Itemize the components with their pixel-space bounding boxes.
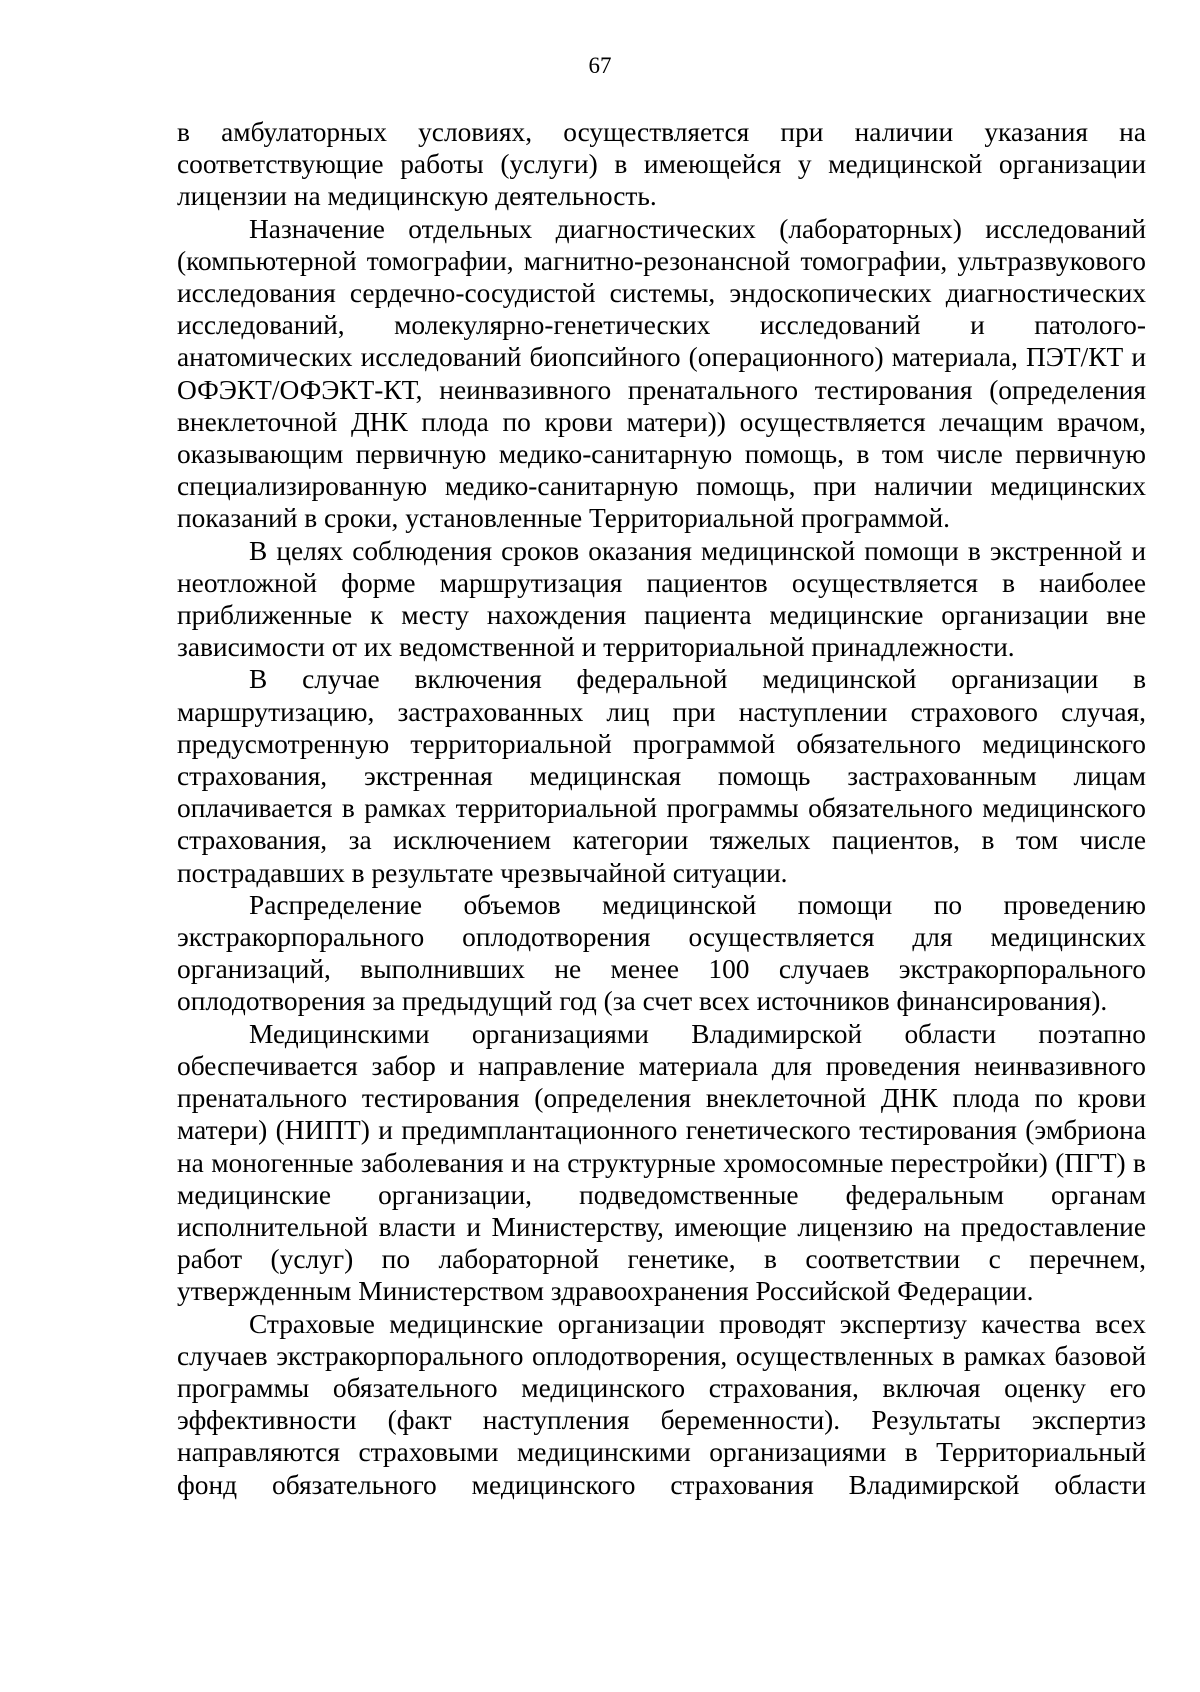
paragraph: Медицинскими организациями Владимирской области поэтапно обеспечивается забор и направление материала для проведения неинвазивного пренатального тестирования (определения внеклеточной ДНК плода по крови матери) (НИПТ) и предимплантационного генетического тестирования (эмбриона на моногенные заболевания и на структурные хромосомные перестройки) (ПГТ) в медицинские организации, подведомственные федеральным органам исполнительной власти и Министерству, имеющие лицензию на предоставление работ (услуг) по лабораторной генетике, в соответствии с перечнем, утвержденным Министерством здравоохранения Российской Федерации. [177, 1018, 1146, 1307]
paragraph: Назначение отдельных диагностических (лабораторных) исследований (компьютерной томографии, магнитно-резонансной томографии, ультразвукового исследования сердечно-сосудистой системы, эндоскопических диагностических исследований, молекулярно-генетических исследований и патолого-анатомических исследований биопсийного (операционного) материала, ПЭТ/КТ и ОФЭКТ/ОФЭКТ-КТ, неинвазивного пренатального тестирования (определения внеклеточной ДНК плода по крови матери)) осуществляется лечащим врачом, оказывающим первичную медико-санитарную помощь, в том числе первичную специализированную медико-санитарную помощь, при наличии медицинских показаний в сроки, установленные Территориальной программой. [177, 213, 1146, 534]
paragraph: Страховые медицинские организации проводят экспертизу качества всех случаев экстракорпорального оплодотворения, осуществленных в рамках базовой программы обязательного медицинского страхования, включая оценку его эффективности (факт наступления беременности). Результаты экспертиз направляются страховыми медицинскими организациями в Территориальный фонд обязательного медицинского страхования Владимирской области [177, 1308, 1146, 1500]
paragraph: Распределение объемов медицинской помощи по проведению экстракорпорального оплодотворения осуществляется для медицинских организаций, выполнивших не менее 100 случаев экстракорпорального оплодотворения за предыдущий год (за счет всех источников финансирования). [177, 889, 1146, 1017]
document-body [177, 116, 1146, 1501]
page-number: 67 [588, 53, 612, 78]
paragraph: в амбулаторных условиях, осуществляется при наличии указания на соответствующие работы (услуги) в имеющейся у медицинской организации лицензии на медицинскую деятельность. [177, 117, 1146, 212]
paragraph: В целях соблюдения сроков оказания медицинской помощи в экстренной и неотложной форме маршрутизация пациентов осуществляется в наиболее приближенные к месту нахождения пациента медицинские организации вне зависимости от их ведомственной и территориальной принадлежности. [177, 535, 1146, 663]
paragraph: В случае включения федеральной медицинской организации в маршрутизацию, застрахованных лиц при наступлении страхового случая, предусмотренную территориальной программой обязательного медицинского страхования, экстренная медицинская помощь застрахованным лицам оплачивается в рамках территориальной программы обязательного медицинского страхования, за исключением категории тяжелых пациентов, в том числе пострадавших в результате чрезвычайной ситуации. [177, 664, 1146, 888]
